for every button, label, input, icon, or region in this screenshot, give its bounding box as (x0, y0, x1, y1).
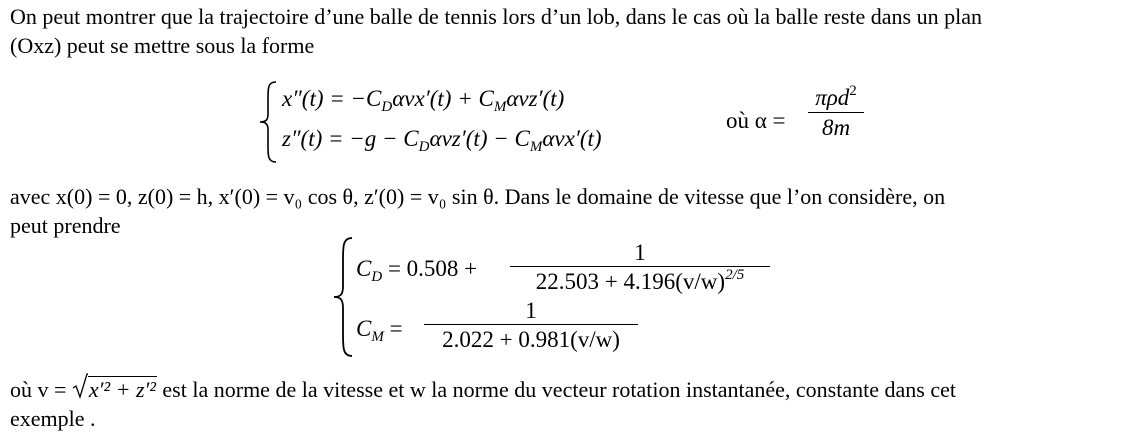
intro-line-2: (Oxz) peut se mettre sous la forme (10, 33, 315, 58)
cm-equals: = (383, 316, 403, 341)
closing-line-1 (10, 375, 1122, 404)
alpha-num-text: πρd (815, 85, 850, 110)
alpha-numerator (808, 84, 864, 112)
intro-paragraph (10, 2, 1122, 60)
cd-denominator-text: 22.503 + 4.196(v/w) (535, 269, 726, 294)
conditions-paragraph (10, 182, 1122, 240)
differential-equation-system (258, 82, 698, 162)
left-brace-icon (332, 236, 354, 358)
cm-fraction (424, 298, 638, 355)
eq2-mid: αvz′(t) − C (429, 126, 530, 151)
closing-line-2: exemple . (10, 406, 96, 431)
intro-line-1: On peut montrer que la trajectoire d’une balle de tennis lors d’un lob, dans le cas où la balle reste dans un plan (10, 4, 982, 29)
alpha-denominator: 8m (821, 115, 851, 140)
eq1-mid: αvx′(t) + C (392, 86, 494, 111)
equation-x-second-derivative (282, 86, 565, 115)
sqrt-body: x′² + z′² (88, 377, 156, 402)
cd-subscript: D (371, 269, 383, 285)
radical-sign-icon (72, 373, 88, 399)
coefficient-system (332, 236, 782, 360)
alpha-num-exponent: 2 (849, 83, 857, 99)
eq1-end: αvz′(t) (506, 86, 565, 111)
cm-denominator: 2.022 + 0.981(v/w) (442, 327, 620, 352)
left-brace-icon (258, 80, 278, 164)
cd-equation-lhs (356, 256, 478, 285)
eq2-end: αvx′(t) (542, 126, 602, 151)
alpha-fraction (808, 84, 864, 143)
conditions-line-2: peut prendre (10, 213, 121, 238)
eq2-sub-m: M (529, 139, 543, 155)
cm-numerator: 1 (525, 298, 537, 323)
eq1-sub-d: D (381, 99, 393, 115)
cd-numerator: 1 (634, 240, 646, 265)
cd-denominator (510, 267, 770, 297)
cm-symbol: C (356, 316, 372, 341)
cd-symbol: C (356, 256, 372, 281)
cm-subscript: M (371, 329, 384, 345)
cd-fraction (510, 240, 770, 297)
cm-equation-lhs (356, 316, 403, 345)
closing-suffix: est la norme de la vitesse et w la norme du vecteur rotation instantanée, constante dans cet (156, 377, 956, 402)
eq1-sub-m: M (493, 99, 507, 115)
closing-paragraph (10, 375, 1122, 433)
equation-z-second-derivative (282, 126, 602, 155)
eq1-lhs: x″(t) = −C (282, 86, 382, 111)
closing-prefix: où v = (10, 377, 72, 402)
cd-exponent: 2/5 (725, 267, 745, 283)
alpha-lhs: où α = (726, 108, 786, 133)
eq2-sub-d: D (418, 139, 430, 155)
cd-constant: = 0.508 + (382, 256, 478, 281)
eq2-lhs: z″(t) = −g − C (282, 126, 419, 151)
conditions-line-1: avec x(0) = 0, z(0) = h, x′(0) = v₀ cos θ, z′(0) = v₀ sin θ. Dans le domaine de vitesse que l’on considère, on (10, 184, 946, 209)
sqrt-expression (72, 375, 157, 404)
